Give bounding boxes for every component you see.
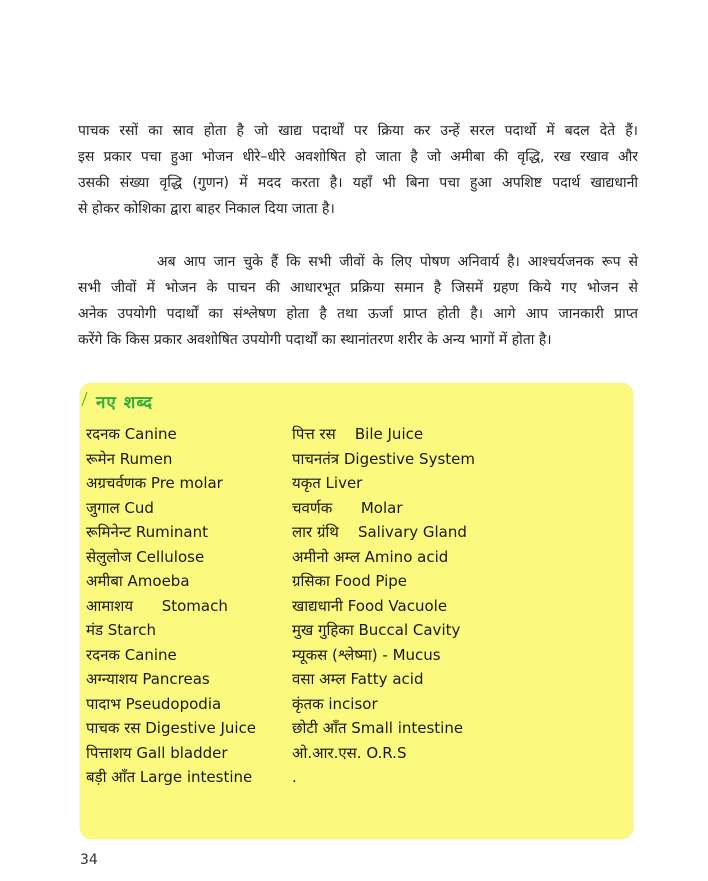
glossary-term: म्यूकस (श्लेष्मा) - Mucus bbox=[292, 645, 441, 664]
glossary-term: अग्न्याशय Pancreas bbox=[86, 670, 210, 688]
paragraph-line: उसकी संख्या वृद्धि (गुणन) में मदद करता है। यहाँ भी बिना पचा हुआ अपशिष्ट पदार्थ खाद्यधानी bbox=[78, 175, 638, 191]
glossary-term: जुगाल Cud bbox=[86, 498, 154, 517]
paragraph-line: सभी जीवों में भोजन के पाचन की आधारभूत प्रक्रिया समान है जिसमें ग्रहण किये गए भोजन से bbox=[78, 280, 638, 296]
glossary-right-column bbox=[292, 422, 475, 790]
glossary-term: खाद्यधानी Food Vacuole bbox=[292, 596, 448, 615]
paragraph-nutrition-summary bbox=[78, 249, 638, 353]
paragraph-digestion-amoeba bbox=[78, 118, 638, 222]
glossary-term: रूमेन Rumen bbox=[86, 449, 173, 468]
glossary-term: यकृत Liver bbox=[292, 474, 363, 492]
paragraph-line: इस प्रकार पचा हुआ भोजन धीरे–धीरे अवशोषित हो जाता है जो अमीबा की वृद्धि, रख रखाव और bbox=[78, 149, 638, 165]
glossary-term: . bbox=[292, 768, 297, 786]
glossary-term: पित्त रस Bile Juice bbox=[292, 425, 424, 443]
paragraph-line: अनेक उपयोगी पदार्थों का संश्लेषण होता है तथा ऊर्जा प्राप्त होती है। आगे आप जानकारी प्राप्त bbox=[78, 306, 638, 322]
glossary-term: वसा अम्ल Fatty acid bbox=[292, 670, 424, 688]
glossary-term: पादाभ Pseudopodia bbox=[86, 694, 222, 713]
paragraph-line: अब आप जान चुके हैं कि सभी जीवों के लिए पोषण अनिवार्य है। आश्चर्यजनक रूप से bbox=[78, 254, 638, 270]
page-number: 34 bbox=[80, 852, 98, 868]
glossary-term: मंड Starch bbox=[86, 621, 156, 639]
paragraph-line: करेंगे कि किस प्रकार अवशोषित उपयोगी पदार्थों का स्थानांतरण शरीर के अन्य भागों में होता है। bbox=[78, 332, 552, 348]
glossary-term: पाचनतंत्र Digestive System bbox=[292, 449, 475, 468]
glossary-term: छोटी आँत Small intestine bbox=[292, 719, 464, 737]
glossary-term: रदनक Canine bbox=[86, 645, 177, 664]
glossary-term: रदनक Canine bbox=[86, 425, 177, 443]
glossary-term: ग्रसिका Food Pipe bbox=[292, 572, 408, 590]
glossary-term: रूमिनेन्ट Ruminant bbox=[86, 523, 208, 541]
glossary-left-column bbox=[86, 422, 256, 790]
glossary-term: पित्ताशय Gall bladder bbox=[86, 743, 228, 762]
glossary-term: लार ग्रंथि Salivary Gland bbox=[292, 523, 467, 541]
glossary-term: बड़ी आँत Large intestine bbox=[86, 768, 253, 786]
glossary-term: अमीबा Amoeba bbox=[86, 572, 190, 590]
glossary-term: अग्रचर्वणक Pre molar bbox=[86, 474, 223, 492]
glossary-term: कृंतक incisor bbox=[292, 694, 378, 713]
glossary-term: अमीनो अम्ल Amino acid bbox=[292, 547, 449, 566]
glossary-term: ओ.आर.एस. O.R.S bbox=[292, 743, 407, 762]
glossary-title: नए शब्द bbox=[96, 393, 154, 413]
glossary-term: सेलुलोज Cellulose bbox=[86, 547, 205, 566]
glossary-term: आमाशय Stomach bbox=[86, 596, 228, 615]
glossary-term: पाचक रस Digestive Juice bbox=[86, 719, 257, 737]
paragraph-line: पाचक रसों का स्राव होता है जो खाद्य पदार्थों पर क्रिया कर उन्हें सरल पदार्थो में बदल देते हैं। bbox=[78, 123, 638, 139]
paragraph-line: से होकर कोशिका द्वारा बाहर निकाल दिया जाता है। bbox=[78, 201, 335, 217]
glossary-term: चवर्णक Molar bbox=[292, 498, 403, 517]
glossary-term: मुख गुहिका Buccal Cavity bbox=[292, 621, 461, 639]
